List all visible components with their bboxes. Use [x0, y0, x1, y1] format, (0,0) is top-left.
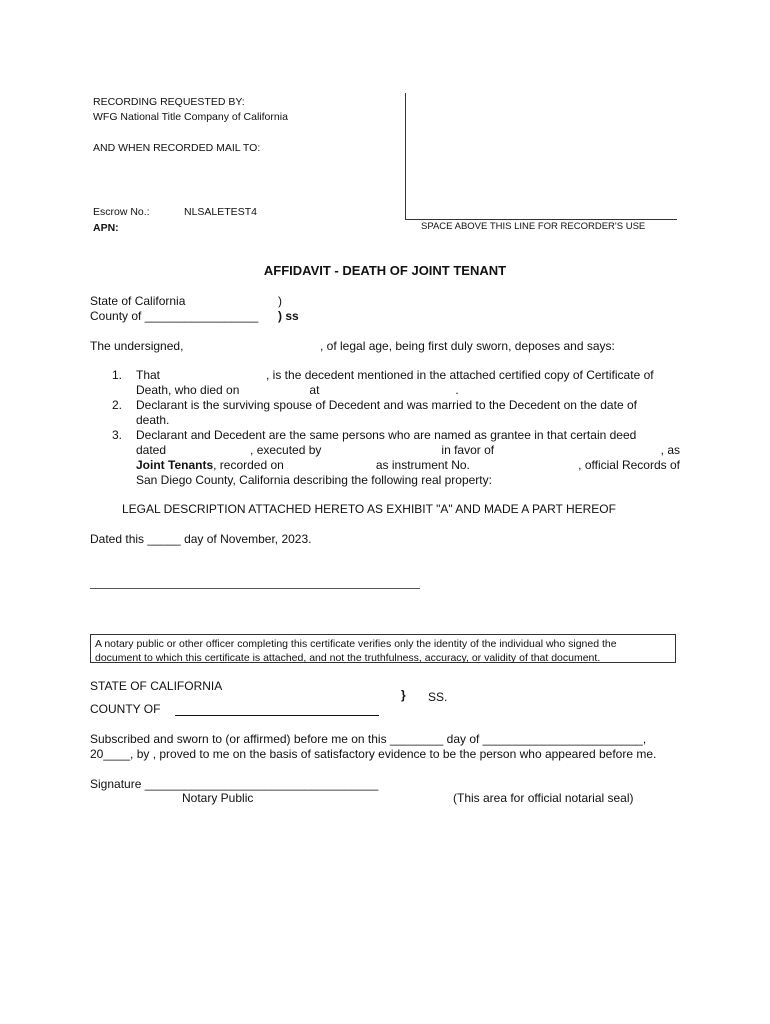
recorder-divider-vertical	[405, 93, 406, 219]
item-text: San Diego County, California describing the following real property:	[136, 473, 492, 487]
notary-ss: SS.	[428, 690, 448, 704]
notary-public-label: Notary Public	[182, 791, 254, 805]
document-title: AFFIDAVIT - DEATH OF JOINT TENANT	[263, 263, 507, 278]
notary-county-line	[175, 715, 379, 717]
notice-line: A notary public or other officer completing this certificate verifies only the identity of the individual who signed the	[95, 638, 617, 650]
recording-requested-label: RECORDING REQUESTED BY:	[93, 96, 245, 108]
list-item	[110, 398, 680, 428]
list-item	[110, 368, 680, 398]
item-text: .	[455, 383, 459, 397]
escrow-label: Escrow No.:	[93, 206, 150, 218]
venue-ss: ) ss	[278, 309, 299, 323]
item-text: Declarant is the surviving spouse of Decedent and was married to the Decedent on the date of	[136, 398, 637, 412]
item-text: , executed by	[250, 443, 322, 457]
item-text: , recorded on	[213, 458, 284, 472]
item-number: 2.	[112, 398, 123, 412]
notary-notice-box	[90, 634, 676, 663]
intro-start: The undersigned,	[90, 339, 184, 353]
dated-line: Dated this _____ day of November, 2023.	[90, 532, 312, 546]
item-text: death.	[136, 413, 170, 427]
notary-county-label: COUNTY OF	[90, 702, 161, 716]
notary-signature-line: Signature ___________________________________	[90, 777, 379, 791]
recording-company: WFG National Title Company of California	[93, 111, 288, 123]
notary-bracket: }	[401, 688, 406, 702]
item-text: in favor of	[441, 443, 495, 457]
item-text: , is the decedent mentioned in the attached certified copy of Certificate of	[266, 368, 654, 382]
recorder-divider-horizontal	[405, 219, 677, 220]
venue-paren: )	[278, 294, 282, 308]
item-number: 3.	[112, 428, 123, 442]
apn-label: APN:	[93, 222, 119, 234]
notary-subscribed-line2: 20____, by , proved to me on the basis of satisfactory evidence to be the person who appeared before me.	[90, 747, 657, 761]
item-text: Declarant and Decedent are the same persons who are named as grantee in that certain deed	[136, 428, 637, 442]
item-text: That	[136, 368, 161, 382]
item-number: 1.	[112, 368, 123, 382]
escrow-value: NLSALETEST4	[184, 206, 257, 218]
notary-subscribed-line1: Subscribed and sworn to (or affirmed) before me on this ________ day of ________________________,	[90, 732, 647, 746]
item-text: as instrument No.	[375, 458, 470, 472]
item-text: at	[309, 383, 320, 397]
item-text: Death, who died on	[136, 383, 240, 397]
affidavit-items	[110, 368, 680, 488]
venue-state: State of California	[90, 294, 186, 308]
item-text: dated	[136, 443, 167, 457]
declarant-signature-line	[90, 588, 420, 590]
mail-to-label: AND WHEN RECORDED MAIL TO:	[93, 142, 261, 154]
intro-end: , of legal age, being first duly sworn, deposes and says:	[320, 339, 615, 353]
list-item	[110, 428, 680, 488]
notarial-seal-note: (This area for official notarial seal)	[453, 791, 634, 805]
venue-county: County of _________________	[90, 309, 259, 323]
recorder-space-note: SPACE ABOVE THIS LINE FOR RECORDER'S USE	[421, 221, 646, 232]
item-text: , official Records of	[578, 458, 680, 472]
item-text: , as	[660, 443, 680, 457]
notice-line: document to which this certificate is attached, and not the truthfulness, accuracy, or validity of that document.	[95, 652, 601, 664]
notary-state: STATE OF CALIFORNIA	[90, 679, 223, 693]
item-text: Joint Tenants	[136, 458, 214, 472]
legal-description: LEGAL DESCRIPTION ATTACHED HERETO AS EXHIBIT "A" AND MADE A PART HEREOF	[122, 502, 616, 516]
